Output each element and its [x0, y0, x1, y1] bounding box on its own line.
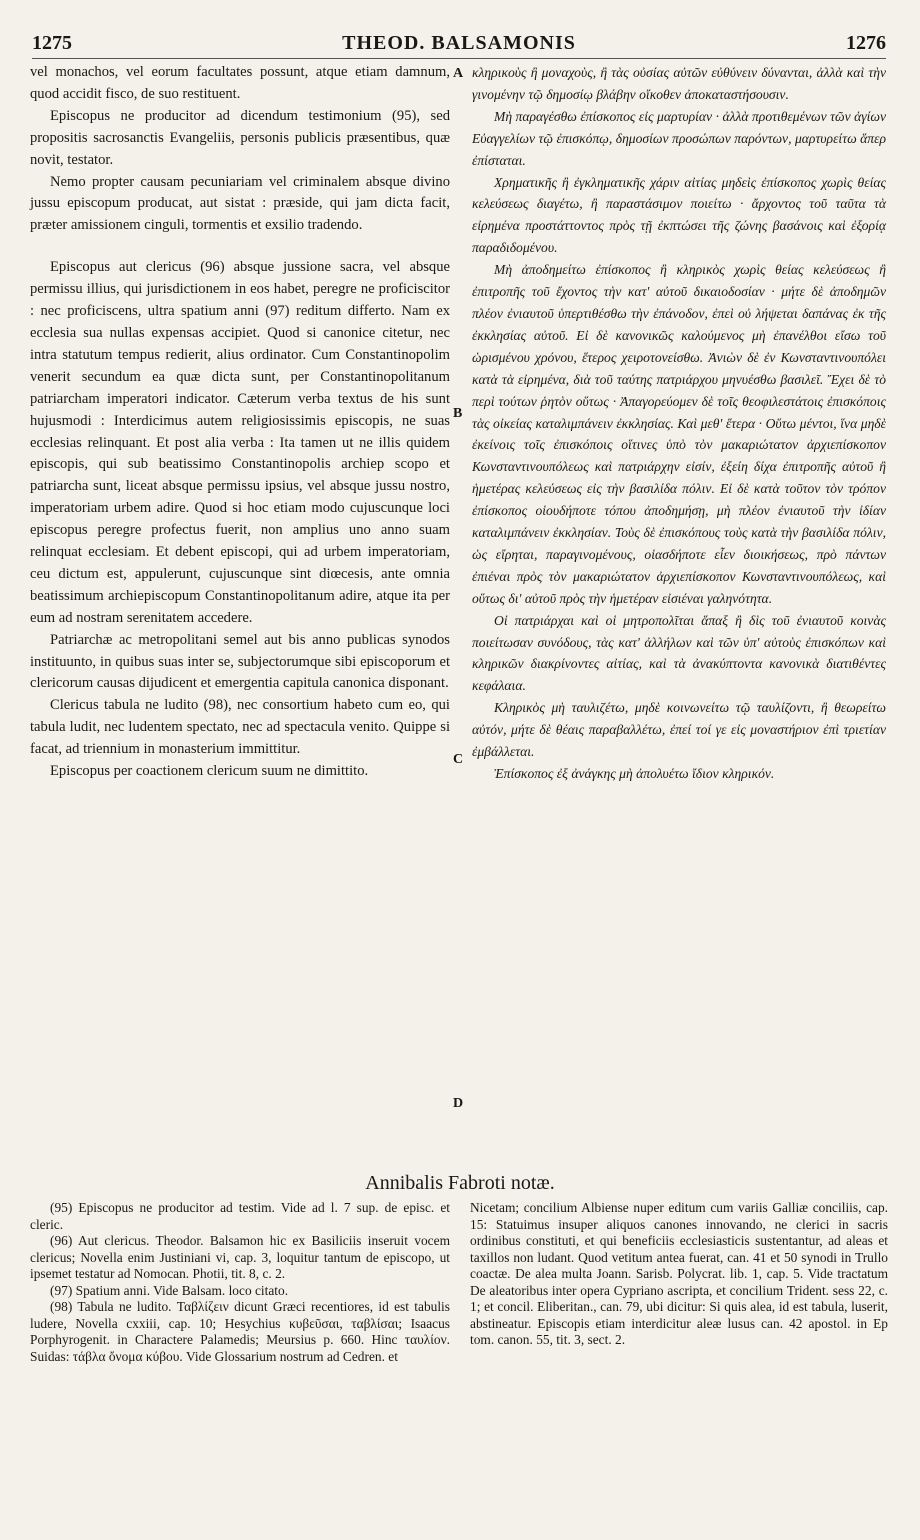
greek-paragraph: Μὴ ἀποδημείτω ἐπίσκοπος ἢ κληρικὸς χωρὶς θείας κελεύσεως ἢ ἐπιτροπῆς τοῦ ἔχοντος τὴν κατ' αὐτοῦ δικαιοδοσίαν · μήτε δὲ ἀποδημῶν πλέον ἐνιαυτοῦ ὑπερτιθέσθω τὴν ἐπάνοδον, ἐπεὶ οὐ λήψεται δαπάνας ἐκ τῆς ἐκκλησίας αὐτοῦ. Εἰ δὲ κανονικῶς καλούμενος μὴ ἐπανέλθοι εἴσω τοῦ ὡρισμένου χρόνου, ἕτερος χειροτονείσθω. Ἀνιὼν δὲ ἐν Κωνσταντινουπόλει κατὰ τὰ εἰρημένα, διὰ τοῦ ταύτης πατριάρχου μηνυέσθω βασιλεῖ. Ἔχει δὲ τὸ περὶ τούτων ῥητὸν οὕτως · Ἀπαγορεύομεν δὲ τοῖς θεοφιλεστάτοις ἐπισκόποις τὰς οἰκείας καταλιμπάνειν ἐκκλησίας. Καὶ μεθ' ἕτερα · Οὕτω μέντοι, ἵνα μηδὲ ἐκείνοις τοῖς ἐπισκόποις οἵτινες ὑπὸ τὸν μακαριώτατον ἀρχιεπίσκοπον Κωνσταντινουπόλεως καὶ πατριάρχην εἰσίν, ἐξείη δίχα ἐπιτροπῆς αὐτοῦ ἢ ἡμετέρας κελεύσεως εἰς τὴν βασιλίδα πόλιν. Εἰ δὲ κατὰ τοῦτον τὸν τρόπον ἐπίσκοπος οἱουδήποτε τόπου ἀποδημήσῃ, μὴ πλέον ἐνιαυτοῦ τὴν ἰδίαν καταλιμπάνειν ἐκκλησίαν. Τοὺς δὲ ἐπισκόπους τοὺς κατὰ τὴν βασιλίδα πόλιν, ὡς εἴρηται, παραγινομένους, οἱασδήποτε εἶεν διοικήσεως, πρὸ πάντων ἐπιέναι πρὸς τὸν μακαριώτατον ἀρχιεπίσκοπον Κωνσταντινουπόλεως, καὶ οὕτως δι' αὐτοῦ πρὸς τὴν ἡμετέραν εἰσιέναι γαληνότητα. — [472, 262, 886, 606]
latin-paragraph: Episcopus per coactionem clericum suum ne dimittito. — [50, 763, 369, 780]
running-title: THEOD. BALSAMONIS — [342, 32, 576, 54]
running-header — [32, 32, 886, 56]
latin-paragraph: Nemo propter causam pecuniariam vel criminalem absque divino jussu episcopum producat, aut sistat : præside, qui jam dicta facit, præter amissionem cinguli, tormentis et exsilio tradendo. — [30, 173, 450, 234]
greek-paragraph: Ἐπίσκοπος ἐξ ἀνάγκης μὴ ἀπολυέτω ἴδιον κληρικόν. — [494, 766, 775, 781]
footnote: (98) Tabula ne ludito. Ταβλίζειν dicunt Græci recentiores, id est tabulis ludere, Novella cxxiii, cap. 10; Hesychius κυβεῦσαι, ταβλίσαι; Isaacus Porphyrogenit. in Charactere Palamedis; Meursius p. 660. Hinc ταυλίον. Suidas: τάβλα ὄνομα κύβου. Vide Glossarium nostrum ad Cedren. et — [30, 1299, 450, 1364]
latin-paragraph: Episcopus ne producitor ad dicendum testimonium (95), sed propositis sacrosanctis Evangeliis, personis publicis præsentibus, quæ novit, testator. — [30, 107, 450, 168]
footnote: (97) Spatium anni. Vide Balsam. loco citato. — [50, 1282, 289, 1298]
footnote: (95) Episcopus ne producitor ad testim. Vide ad l. 7 sup. de episc. et cleric. — [30, 1200, 450, 1232]
page-number-left: 1275 — [32, 32, 72, 54]
latin-column — [30, 62, 450, 783]
notes-right-column — [470, 1200, 888, 1349]
greek-paragraph: Μὴ παραγέσθω ἐπίσκοπος εἰς μαρτυρίαν · ἀλλὰ προτιθεμένων τῶν ἁγίων Εὐαγγελίων τῷ ἐπισκόπῳ, δημοσίων προσώπων παρόντων, μαρτυρείτω ἅπερ ἐπίσταται. — [472, 108, 886, 168]
latin-paragraph: vel monachos, vel eorum facultates possunt, atque etiam damnum, quod accidit fisco, de suo restituent. — [30, 64, 450, 102]
page-number-right: 1276 — [846, 32, 886, 54]
greek-paragraph: Οἱ πατριάρχαι καὶ οἱ μητροπολῖται ἅπαξ ἢ δὶς τοῦ ἐνιαυτοῦ κοινὰς ποιείτωσαν συνόδους, τὰς κατ' ἀλλήλων καὶ τῶν ὑπ' αὐτοὺς ἐπισκόπων καὶ κληρικῶν διακρίνοντες αἰτίας, καὶ τὰ ἀνακύπτοντα κανονικὰ διατιθέντες κεφάλαια. — [472, 612, 886, 694]
section-marker-b: B — [453, 406, 463, 421]
paragraph-gap — [30, 237, 450, 257]
section-marker-d: D — [453, 1096, 464, 1111]
notes-left-column — [30, 1200, 450, 1365]
footnote-continuation: Nicetam; concilium Albiense nuper editum cum variis Galliæ conciliis, cap. 15: Statuimus insuper aliquos canones innovando, ne clerici in sacris ordinibus constituti, et qui beneficiis ecclesiasticis sustentantur, ad aleas et taxillos non ludant. Quod vetitum antea fuerat, can. 41 et 50 synodi in Trullo coactæ. De alea multa Joann. Sarisb. Polycrat. lib. 1, cap. 5. Vide tractatum De aleatoribus inter opera Cypriano ascripta, et concilium Trident. sess 22, c. 1; et concil. Eliberitan., can. 79, ubi dicitur: Si quis alea, id est tabula, luserit, abstineatur. Episcopis etiam interdicitur aleæ lusus can. 42 apostol. in Ep tom. canon. 55, tit. 3, sect. 2. — [470, 1200, 888, 1347]
notes-title: Annibalis Fabroti notæ. — [365, 1172, 555, 1194]
latin-paragraph: Episcopus aut clericus (96) absque jussione sacra, vel absque permissu illius, qui jurisdictionem in eos habet, peregre ne proficiscitor : nec proficiscens, ultra spatium anni (97) reditum differto. Nam ex ecclesia sua nullas expensas accipiet. Quod si canonice citetur, nec intra statutum tempus redierit, alius ordinator. Cum Constantinopolim venerit secundum ea quæ dicta sunt, per Constantinopolitanum patriarcham imperatori indicator. Cæterum verba textus de his sunt hujusmodi : Interdicimus autem religiosissimis episcopis, ne suas ecclesias relinquant. Et post alia verba : Ita tamen ut ne illis quidem episcopis, qui sub beatissimo Constantinopolis archiep scopo et patriarcha sunt, liceat absque permissu ipsius, vel absque jussu nostro, imperatoriam urbem adire. Quod si hoc etiam modo cujuscunque loci episcopus peregre profectus fuerit, non amplius uno anno suam relinquat ecclesiam. Et debent episcopi, qui ad urbem imperatoriam, ceu dictum est, appulerunt, cujuscunque sint diœcesis, ante omnia beatissimum archiepiscopum Constantinopolitanum adire, atque ita per eum ad nostram serenitatem accedere. — [30, 259, 450, 626]
header-rule — [32, 58, 886, 59]
greek-paragraph: κληρικοὺς ἢ μοναχοὺς, ἢ τὰς οὐσίας αὐτῶν εὐθύνειν δύνανται, ἀλλὰ καὶ τὴν γινομένην τῷ δημοσίῳ βλάβην οἴκοθεν ἀποκαταστήσουσιν. — [472, 65, 886, 102]
section-marker-a: A — [453, 66, 464, 81]
latin-paragraph: Clericus tabula ne ludito (98), nec consortium habeto cum eo, qui tabula ludit, nec ludentem spectato, nec ad spectacula venito. Quippe si facat, ad triennium in monasterium immittitur. — [30, 697, 450, 758]
footnote: (96) Aut clericus. Theodor. Balsamon hic ex Basiliciis inseruit vocem clericus; Novella enim Justiniani vi, cap. 3, loquitur tantum de episcopo, ut ipsemet testatur ad Nomocan. Photii, tit. 8, c. 2. — [30, 1233, 450, 1281]
latin-paragraph: Patriarchæ ac metropolitani semel aut bis anno publicas synodos instituunto, in quibus suas inter se, subjectorumque sibi episcoporum et clericorum causas dijudicent et emergentia capitula canonica disponant. — [30, 631, 450, 692]
greek-column — [472, 62, 886, 785]
greek-paragraph: Χρηματικῆς ἢ ἐγκληματικῆς χάριν αἰτίας μηδεὶς ἐπίσκοπος χωρὶς θείας κελεύσεως διαγέτω, ἢ παραστάσιμον ποιείτω · ἄρχοντος τοῦ ταῦτα τὰ εἰρημένα προστάττοντος πρὸς τῇ ἐκπτώσει τῆς ζώνης βασάνοις καὶ ἐξορίᾳ παραδιδομένου. — [472, 174, 886, 256]
greek-paragraph: Κληρικὸς μὴ ταυλιζέτω, μηδὲ κοινωνείτω τῷ ταυλίζοντι, ἢ θεωρείτω αὐτόν, μήτε δὲ θέαις παραβαλλέτω, ἐπεί τοί γε εἰς μοναστήριον ἐπὶ τριετίαν ἐμβάλλεται. — [472, 700, 886, 760]
section-marker-c: C — [453, 752, 464, 767]
